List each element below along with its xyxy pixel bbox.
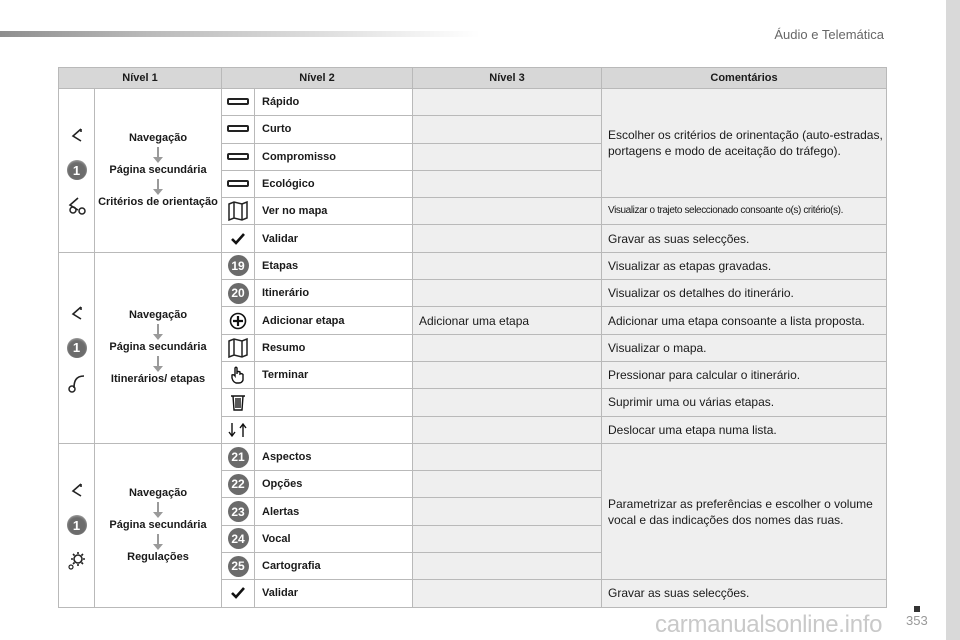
- bar-icon: [227, 98, 249, 105]
- path-step-secondary-page: Página secundária: [109, 341, 207, 354]
- navigation-icon: [66, 479, 88, 501]
- column-header-level2: Nível 2: [222, 68, 413, 89]
- level3-cell: [413, 580, 602, 607]
- arrow-down-icon: [157, 324, 159, 336]
- comment-cell: Gravar as suas selecções.: [602, 580, 887, 607]
- add-circle-icon: [229, 312, 247, 330]
- column-header-comments: Comentários: [602, 68, 887, 89]
- top-gradient-bar: [0, 31, 480, 37]
- check-icon: [230, 586, 246, 600]
- level1-icons: [59, 89, 95, 253]
- level2-label[interactable]: Curto: [255, 116, 413, 143]
- path-step-settings: Regulações: [127, 550, 189, 563]
- map-icon: [227, 201, 249, 221]
- navigation-icon: [66, 124, 88, 146]
- level3-cell: [413, 361, 602, 388]
- comment-cell: Visualizar as etapas gravadas.: [602, 252, 887, 279]
- comment-cell: Parametrizar as preferências e escolher o volume vocal e das indicações dos nomes das ruas.: [602, 443, 887, 579]
- column-header-level1: Nível 1: [59, 68, 222, 89]
- table-header-row: [59, 68, 887, 89]
- level3-cell: [413, 116, 602, 143]
- itinerary-icon: [66, 372, 88, 394]
- level2-label[interactable]: [255, 416, 413, 443]
- hand-icon: [229, 365, 247, 385]
- path-step-secondary-page: Página secundária: [109, 518, 207, 531]
- table-row: [59, 89, 887, 116]
- level3-cell: [413, 443, 602, 470]
- level3-cell: [413, 252, 602, 279]
- level1-path: [95, 89, 222, 253]
- number-badge: 22: [228, 474, 249, 495]
- comment-cell: Escolher os critérios de orinentação (auto-estradas, portagens e modo de aceitação do tráfego).: [602, 89, 887, 198]
- gear-icon: [66, 549, 88, 571]
- level2-label[interactable]: Resumo: [255, 334, 413, 361]
- level1-path: [95, 443, 222, 607]
- path-step-itineraries: Itinerários/ etapas: [110, 373, 206, 386]
- step-badge: 1: [67, 515, 87, 535]
- level2-label[interactable]: Ver no mapa: [255, 198, 413, 225]
- comment-cell: Visualizar o trajeto seleccionado consoante o(s) critério(s).: [602, 198, 887, 225]
- arrow-down-icon: [157, 502, 159, 514]
- comment-cell: Pressionar para calcular o itinerário.: [602, 361, 887, 388]
- level2-label[interactable]: Vocal: [255, 525, 413, 552]
- arrow-down-icon: [157, 534, 159, 546]
- page-marker: [914, 606, 920, 612]
- level2-label[interactable]: Alertas: [255, 498, 413, 525]
- bar-icon: [227, 153, 249, 160]
- level2-label[interactable]: Validar: [255, 225, 413, 252]
- right-edge-bar: [946, 0, 960, 640]
- level1-icons: [59, 443, 95, 607]
- comment-cell: Deslocar uma etapa numa lista.: [602, 416, 887, 443]
- number-badge: 23: [228, 501, 249, 522]
- step-badge: 1: [67, 160, 87, 180]
- number-badge: 19: [228, 255, 249, 276]
- level3-cell: [413, 143, 602, 170]
- level3-cell: [413, 170, 602, 197]
- level3-cell: Adicionar uma etapa: [413, 307, 602, 334]
- arrow-down-icon: [157, 179, 159, 191]
- level2-label[interactable]: Cartografia: [255, 553, 413, 580]
- arrow-down-icon: [157, 147, 159, 159]
- trash-icon: [230, 393, 246, 411]
- level2-label[interactable]: Itinerário: [255, 280, 413, 307]
- level2-label[interactable]: Opções: [255, 471, 413, 498]
- level1-icons: [59, 252, 95, 443]
- watermark: carmanualsonline.info: [655, 611, 883, 638]
- path-step-criteria: Critérios de orientação: [98, 195, 218, 208]
- level2-label[interactable]: Etapas: [255, 252, 413, 279]
- level2-label[interactable]: Adicionar etapa: [255, 307, 413, 334]
- level2-label[interactable]: Compromisso: [255, 143, 413, 170]
- comment-cell: Suprimir uma ou várias etapas.: [602, 389, 887, 416]
- navigation-icon: [66, 302, 88, 324]
- level1-path: [95, 252, 222, 443]
- level3-cell: [413, 334, 602, 361]
- level2-label[interactable]: Ecológico: [255, 170, 413, 197]
- level3-cell: [413, 389, 602, 416]
- level3-cell: [413, 280, 602, 307]
- arrow-down-icon: [157, 356, 159, 368]
- level2-label[interactable]: [255, 389, 413, 416]
- path-step-navigation: Navegação: [128, 486, 188, 499]
- level2-label[interactable]: Aspectos: [255, 443, 413, 470]
- level3-cell: [413, 553, 602, 580]
- comment-cell: Visualizar o mapa.: [602, 334, 887, 361]
- level3-cell: [413, 498, 602, 525]
- comment-cell: Adicionar uma etapa consoante a lista proposta.: [602, 307, 887, 334]
- level2-label[interactable]: Terminar: [255, 361, 413, 388]
- check-icon: [230, 232, 246, 246]
- table-row: [59, 443, 887, 470]
- path-step-navigation: Navegação: [128, 131, 188, 144]
- step-badge: 1: [67, 338, 87, 358]
- column-header-level3: Nível 3: [413, 68, 602, 89]
- path-step-navigation: Navegação: [128, 309, 188, 322]
- page-header-title: Áudio e Telemática: [774, 27, 884, 42]
- level3-cell: [413, 525, 602, 552]
- move-icon: [226, 421, 250, 439]
- level3-cell: [413, 198, 602, 225]
- level3-cell: [413, 416, 602, 443]
- page-number: 353: [906, 613, 928, 628]
- level2-label[interactable]: Validar: [255, 580, 413, 607]
- number-badge: 25: [228, 556, 249, 577]
- level3-cell: [413, 225, 602, 252]
- level2-label[interactable]: Rápido: [255, 89, 413, 116]
- comment-cell: Visualizar os detalhes do itinerário.: [602, 280, 887, 307]
- number-badge: 20: [228, 283, 249, 304]
- number-badge: 24: [228, 528, 249, 549]
- table-row: [59, 252, 887, 279]
- bar-icon: [227, 180, 249, 187]
- route-settings-icon: [66, 194, 88, 216]
- path-step-secondary-page: Página secundária: [109, 163, 207, 176]
- level3-cell: [413, 89, 602, 116]
- comment-cell: Gravar as suas selecções.: [602, 225, 887, 252]
- navigation-menu-table: [58, 67, 887, 608]
- level3-cell: [413, 471, 602, 498]
- map-icon: [227, 338, 249, 358]
- number-badge: 21: [228, 447, 249, 468]
- bar-icon: [227, 125, 249, 132]
